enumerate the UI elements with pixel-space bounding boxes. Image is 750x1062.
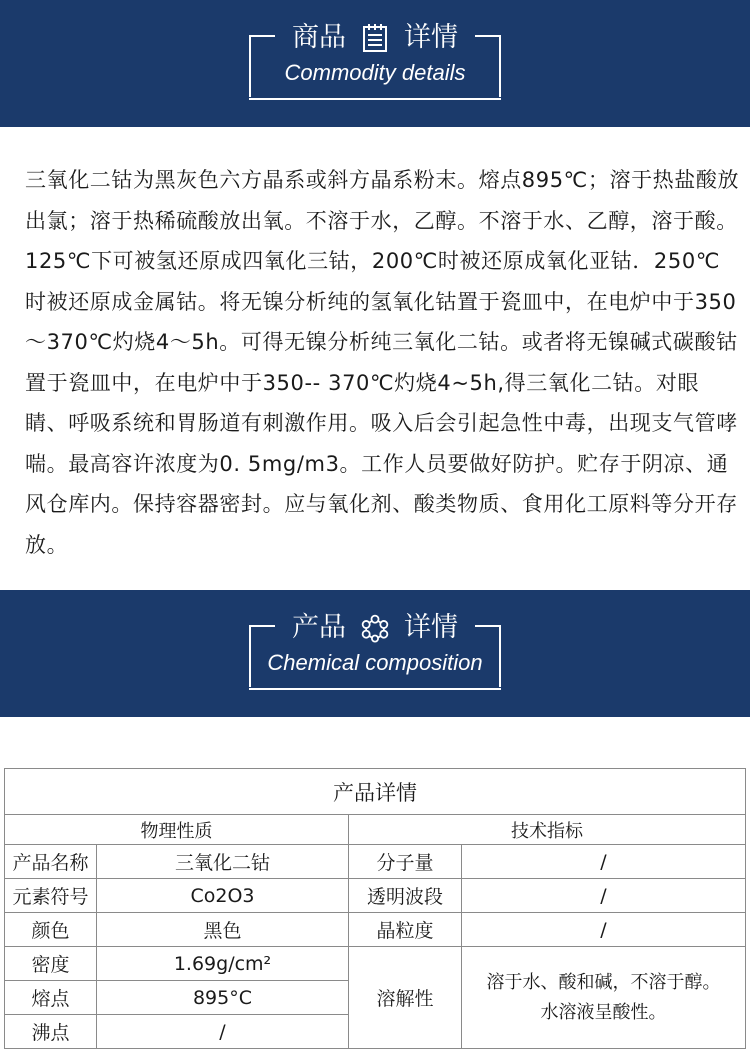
row-label: 颜色 [5, 913, 97, 947]
banner-title-left: 产品 [288, 614, 350, 642]
product-description: 三氧化二钴为黑灰色六方晶系或斜方晶系粉末。熔点895℃；溶于热盐酸放出氯；溶于热稀硫酸放出氧。不溶于水，乙醇。不溶于水、乙醇，溶于酸。125℃下可被氢还原成四氧化三钴，200℃时被还原成氧化亚钴．250℃时被还原成金属钴。将无镍分析纯的氢氧化钴置于瓷皿中，在电炉中于350～370℃灼烧4～5h。可得无镍分析纯三氧化二钴。或者将无镍碱式碳酸钴置于瓷皿中，在电炉中于350-- 370℃灼烧4~5h,得三氧化二钴。对眼睛、呼吸系统和胃肠道有刺激作用。吸入后会引起急性中毒，出现支气管哮喘。最高容许浓度为0. 5mg/m3。工作人员要做好防护。贮存于阴凉、通风仓库内。保持容器密封。应与氧化剂、酸类物质、食用化工原料等分开存放。 [25, 168, 740, 557]
row-value-2: / [462, 845, 746, 879]
banner-subtitle: Chemical composition [267, 650, 483, 675]
row-label: 熔点 [5, 981, 97, 1015]
row-value-2: / [462, 913, 746, 947]
banner-title [249, 614, 501, 642]
solubility-line-2: 水溶液呈酸性。 [540, 1001, 667, 1023]
chemical-composition-banner [0, 590, 750, 717]
table-title: 产品详情 [5, 769, 746, 815]
solubility-label: 溶解性 [349, 947, 462, 1049]
table-row [5, 913, 746, 947]
row-label-2: 分子量 [349, 845, 462, 879]
banner-frame [249, 24, 501, 100]
product-spec-table [4, 768, 746, 1049]
solubility-value [462, 947, 746, 1049]
column-header-technical: 技术指标 [349, 815, 746, 845]
banner-title-right: 详情 [400, 24, 462, 52]
commodity-details-banner [0, 0, 750, 127]
row-label: 密度 [5, 947, 97, 981]
banner-title-right: 详情 [400, 614, 462, 642]
row-value-2: / [462, 879, 746, 913]
table-row [5, 879, 746, 913]
banner-subtitle: Commodity details [284, 60, 466, 85]
banner-frame [249, 614, 501, 690]
row-label: 沸点 [5, 1015, 97, 1049]
row-label: 产品名称 [5, 845, 97, 879]
banner-title-left: 商品 [288, 24, 350, 52]
table-row [5, 845, 746, 879]
row-value: 1.69g/cm² [97, 947, 349, 981]
molecule-icon [360, 614, 390, 642]
column-header-physical: 物理性质 [5, 815, 349, 845]
row-value: / [97, 1015, 349, 1049]
row-value: 895°C [97, 981, 349, 1015]
table-row [5, 947, 746, 981]
banner-title [249, 24, 501, 52]
row-value: 三氧化二钴 [97, 845, 349, 879]
row-label-2: 晶粒度 [349, 913, 462, 947]
row-value: Co2O3 [97, 879, 349, 913]
solubility-line-1: 溶于水、酸和碱，不溶于醇。 [486, 971, 721, 993]
notepad-icon [360, 24, 390, 52]
row-value: 黑色 [97, 913, 349, 947]
row-label-2: 透明波段 [349, 879, 462, 913]
row-label: 元素符号 [5, 879, 97, 913]
